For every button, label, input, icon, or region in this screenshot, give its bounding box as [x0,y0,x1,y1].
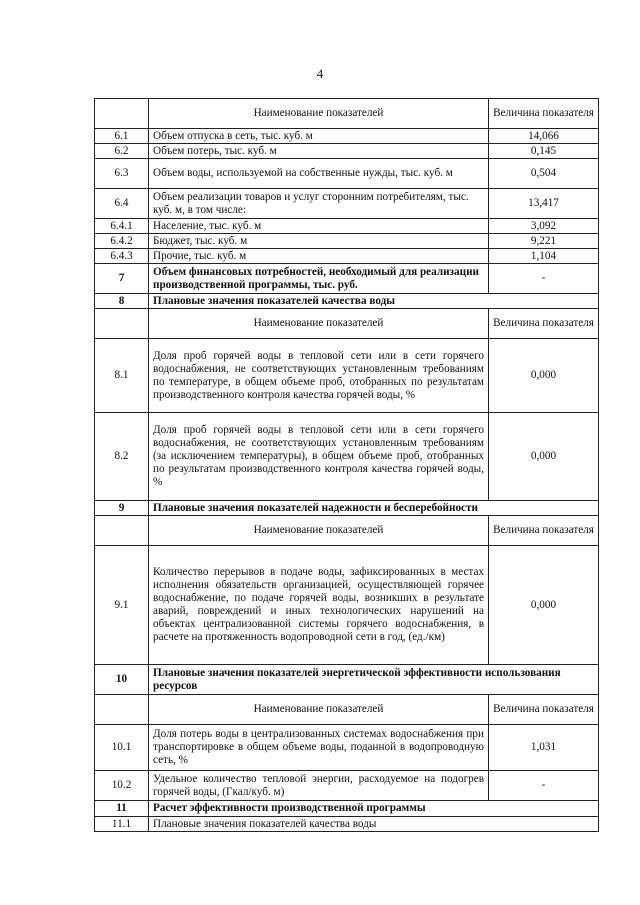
row-name: Объем воды, используемой на собственные нужды, тыс. куб. м [149,159,489,189]
row-name: Объем реализации товаров и услуг сторонним потребителям, тыс. куб. м, в том числе: [149,189,489,219]
row-num: 11 [95,801,149,817]
row-num: 8.1 [95,339,149,413]
header-num-cell [95,516,149,546]
table-header-row [95,516,599,546]
table-row [95,189,599,219]
table-row [95,249,599,264]
header-value-cell: Величина показателя [489,695,599,725]
row-name: Объем отпуска в сеть, тыс. куб. м [149,129,489,144]
section-row [95,665,599,695]
row-name: Прочие, тыс. куб. м [149,249,489,264]
header-value-cell: Величина показателя [489,99,599,129]
indicators-table [94,98,599,832]
header-num-cell [95,99,149,129]
row-num: 10 [95,665,149,695]
row-num: 11.1 [95,817,149,832]
section-title: Плановые значения показателей энергетической эффективности использования ресурсов [149,665,599,695]
header-num-cell [95,695,149,725]
row-name: Удельное количество тепловой энергии, расходуемое на подогрев горячей воды, (Гкал/куб. м) [149,771,489,801]
row-num: 9.1 [95,546,149,665]
row-num: 7 [95,264,149,294]
row-name: Объем финансовых потребностей, необходимый для реализации производственной программы, тыс. руб. [149,264,489,294]
row-value: 0,000 [489,413,599,501]
row-num: 6.4.3 [95,249,149,264]
row-name: Объем потерь, тыс. куб. м [149,144,489,159]
section-row [95,264,599,294]
table-row [95,159,599,189]
row-value: 0,000 [489,339,599,413]
row-num: 8 [95,294,149,309]
row-name: Плановые значения показателей качества воды [149,817,599,832]
row-num: 6.4 [95,189,149,219]
row-value: 1,104 [489,249,599,264]
table-header-row [95,309,599,339]
row-value: 14,066 [489,129,599,144]
section-row [95,501,599,516]
section-title: Плановые значения показателей качества воды [149,294,599,309]
table-row [95,219,599,234]
row-name: Население, тыс. куб. м [149,219,489,234]
section-row [95,294,599,309]
table-row [95,234,599,249]
row-value: 9,221 [489,234,599,249]
section-row [95,801,599,817]
table-header-row [95,99,599,129]
row-value: 1,031 [489,725,599,771]
row-value: 0,000 [489,546,599,665]
row-num: 6.2 [95,144,149,159]
table-row [95,413,599,501]
row-name: Доля проб горячей воды в тепловой сети или в сети горячего водоснабжения, не соответствующих установленным требованиям (за исключением температуры), в общем объеме проб, отобранных по результатам производственного контроля качества горячей воды, % [149,413,489,501]
header-name-cell: Наименование показателей [149,309,489,339]
row-value: - [489,771,599,801]
page-number: 4 [316,66,324,81]
row-value: 13,417 [489,189,599,219]
header-num-cell [95,309,149,339]
header-name-cell: Наименование показателей [149,695,489,725]
row-value: 3,092 [489,219,599,234]
header-value-cell: Величина показателя [489,516,599,546]
row-name: Бюджет, тыс. куб. м [149,234,489,249]
table-row [95,546,599,665]
table-row [95,144,599,159]
section-title: Расчет эффективности производственной программы [149,801,599,817]
row-num: 9 [95,501,149,516]
header-name-cell: Наименование показателей [149,516,489,546]
table-row [95,129,599,144]
row-num: 6.4.2 [95,234,149,249]
header-name-cell: Наименование показателей [149,99,489,129]
header-value-cell: Величина показателя [489,309,599,339]
row-num: 6.4.1 [95,219,149,234]
row-name: Доля потерь воды в централизованных системах водоснабжения при транспортировке в общем объеме воды, поданной в водопроводную сеть, % [149,725,489,771]
row-name: Количество перерывов в подаче воды, зафиксированных в местах исполнения обязательств организацией, осуществляющей горячее водоснабжение, по подаче горячей воды, возникших в результате аварий, повреждений и иных технологических нарушений на объектах централизованной системы горячего водоснабжения, в расчете на протяженность водопроводной сети в год, (ед./км) [149,546,489,665]
table-row [95,817,599,832]
table-row [95,725,599,771]
row-num: 6.3 [95,159,149,189]
row-num: 10.1 [95,725,149,771]
row-value: 0,504 [489,159,599,189]
row-value: 0,145 [489,144,599,159]
table-header-row [95,695,599,725]
row-name: Доля проб горячей воды в тепловой сети или в сети горячего водоснабжения, не соответствующих установленным требованиям по температуре, в общем объеме проб, отобранных по результатам производственного контроля качества горячей воды, % [149,339,489,413]
row-num: 10.2 [95,771,149,801]
row-value: - [489,264,599,294]
row-num: 6.1 [95,129,149,144]
section-title: Плановые значения показателей надежности и бесперебойности [149,501,599,516]
table-row [95,771,599,801]
row-num: 8.2 [95,413,149,501]
table-row [95,339,599,413]
